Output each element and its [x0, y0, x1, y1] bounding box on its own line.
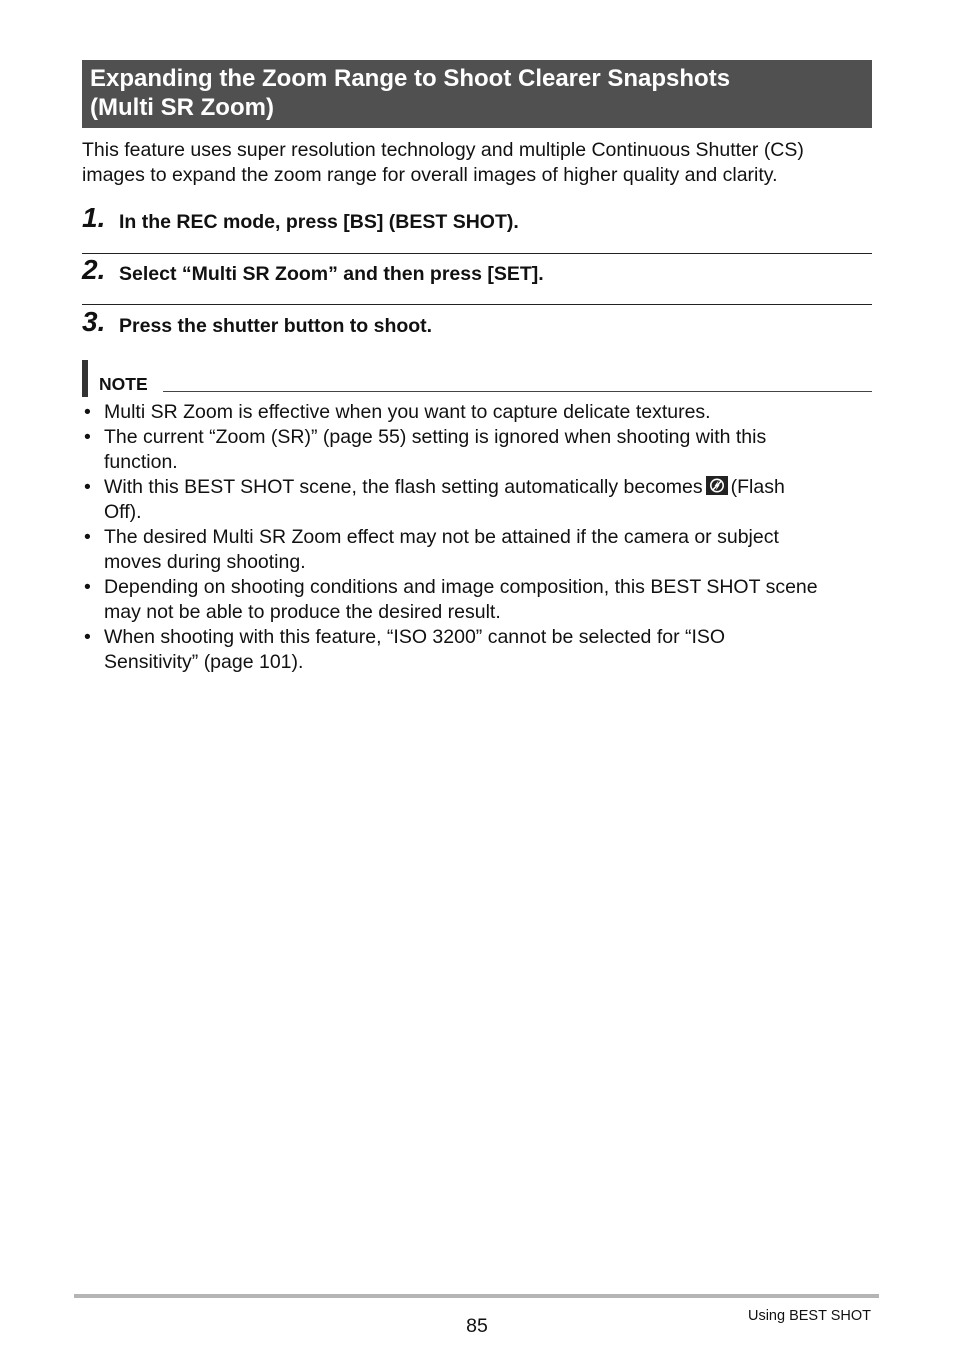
step-1: [82, 202, 872, 237]
flash-off-icon: [706, 476, 728, 495]
note-label: NOTE: [99, 374, 148, 394]
step-3: [82, 306, 872, 341]
section-title-line: Expanding the Zoom Range to Shoot Clearer Snapshots: [90, 65, 731, 92]
note-line: The current “Zoom (SR)” (page 55) setting is ignored when shooting with this: [104, 426, 767, 448]
note-line: Depending on shooting conditions and image composition, this BEST SHOT scene: [104, 576, 818, 598]
bullet: •: [84, 476, 91, 498]
note-line: When shooting with this feature, “ISO 3200” cannot be selected for “ISO: [104, 626, 726, 648]
step-2: [82, 254, 872, 289]
intro-line: images to expand the zoom range for overall images of higher quality and clarity.: [82, 164, 778, 186]
note-line: The desired Multi SR Zoom effect may not be attained if the camera or subject: [104, 526, 779, 548]
note-item: [82, 425, 882, 475]
step-divider: [82, 304, 872, 305]
step-divider: [82, 253, 872, 254]
note-item: [82, 400, 882, 425]
section-title: [82, 60, 872, 128]
bullet: •: [84, 426, 91, 448]
note-item: [82, 525, 882, 575]
step-text: In the REC mode, press [BS] (BEST SHOT).: [119, 211, 519, 233]
note-rule: [163, 391, 872, 392]
note-line: moves during shooting.: [104, 551, 306, 573]
intro-paragraph: [82, 138, 882, 188]
step-text: Press the shutter button to shoot.: [119, 315, 433, 337]
note-marker: [82, 360, 88, 397]
page-number: 85: [466, 1315, 488, 1337]
step-text: Select “Multi SR Zoom” and then press [SET].: [119, 263, 544, 285]
bullet: •: [84, 401, 91, 423]
step-number: 1.: [82, 202, 106, 233]
note-line: may not be able to produce the desired result.: [104, 601, 501, 623]
note-line: Sensitivity” (page 101).: [104, 651, 304, 673]
bullet: •: [84, 526, 91, 548]
note-text: (Flash: [730, 476, 785, 498]
section-title-line: (Multi SR Zoom): [90, 94, 274, 121]
bullet: •: [84, 576, 91, 598]
footer-section-name: Using BEST SHOT: [747, 1308, 871, 1324]
note-line: Multi SR Zoom is effective when you want to capture delicate textures.: [104, 401, 711, 423]
note-line: Off).: [104, 501, 142, 523]
note-list: [82, 400, 882, 675]
footer-rule: [74, 1294, 879, 1298]
note-line: function.: [104, 451, 178, 473]
note-item: [82, 575, 882, 625]
intro-line: This feature uses super resolution technology and multiple Continuous Shutter (CS): [82, 139, 804, 161]
step-number: 2.: [82, 254, 106, 285]
note-line: [104, 475, 882, 500]
note-item: [82, 475, 882, 525]
step-number: 3.: [82, 306, 106, 337]
note-text: With this BEST SHOT scene, the flash setting automatically becomes: [104, 476, 703, 498]
note-item: [82, 625, 882, 675]
bullet: •: [84, 626, 91, 648]
